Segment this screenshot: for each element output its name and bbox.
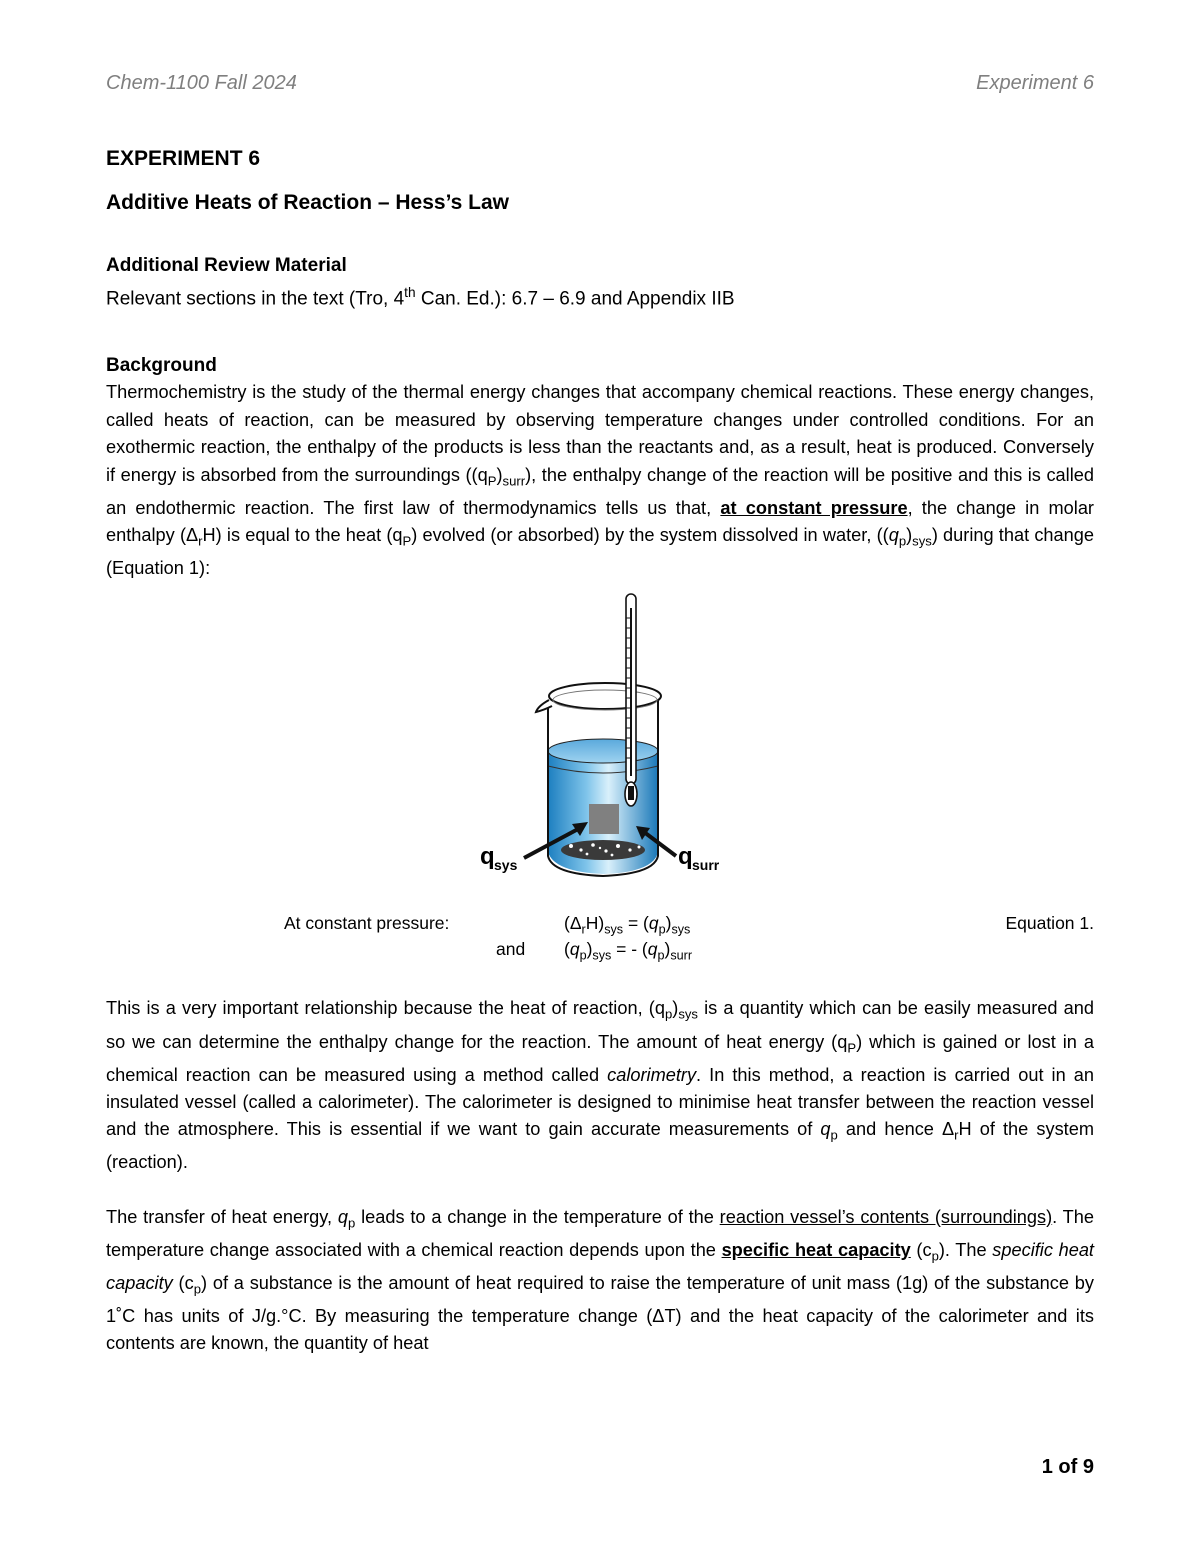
q-surr-subscript: surr [692, 857, 720, 874]
q-surr-label: q [678, 843, 693, 871]
q-sys-label: q [480, 843, 495, 871]
equation-and: and [496, 939, 526, 960]
beaker-diagram [106, 588, 1094, 913]
background-paragraph-3: The transfer of heat energy, $q_p$ leads to a change in the temperature of the reaction vessel’s contents (surroundings). The temperature change associated with a chemical reaction depends upon the specific heat capacity $(c_p)$. The specific heat capacity $(c_p)$ of a substance is the amount of heat required to raise the temperature of unit mass (1g) of the substance by 1˚C has units of J/g.°C. By measuring the temperature change (ΔT) and the heat capacity of the calorimeter and its contents are known, the quantity of heat [106, 1206, 1094, 1354]
document-title: EXPERIMENT 6 [106, 147, 261, 170]
header-course: Chem-1100 Fall 2024 [106, 72, 297, 94]
review-text: Relevant sections in the text (Tro, 4th Can. Ed.): 6.7 – 6.9 and Appendix IIB [106, 285, 735, 310]
equation-block [106, 913, 1094, 969]
review-heading: Additional Review Material [106, 255, 347, 276]
equation-line-2: $(q_p)_{sys}$ = - $(q_p)_{surr}$ [564, 939, 693, 963]
equation-line-1: $(\Delta_rH)_{sys} = (q_p)_{sys}$ [564, 913, 691, 937]
document-subtitle: Additive Heats of Reaction – Hess’s Law [106, 191, 510, 214]
calorimeter-figure [106, 588, 1094, 913]
q-sys-subscript: sys [494, 857, 518, 874]
background-paragraph-1: Thermochemistry is the study of the thermal energy changes that accompany chemical reactions. These energy changes, called heats of reaction, can be measured by observing temperature changes under controlled conditions. For an exothermic reaction, the enthalpy of the products is less than the reactants and, as a result, heat is produced. Conversely if energy is absorbed from the surroundings $((q_P)_{surr})$, the enthalpy change of the reaction will be positive and this is called an endothermic reaction. The first law of thermodynamics tells us that, at constant pressure, the change in molar enthalpy $(\Delta_rH)$ is equal to the heat $(q_P)$ evolved (or absorbed) by the system dissolved in water, $((q_p)_{sys})$ during that change (Equation 1): [106, 382, 1094, 579]
precipitate [561, 840, 645, 860]
page-content [106, 144, 1094, 1358]
background-paragraph-2: This is a very important relationship because the heat of reaction, $(q_p)_{sys}$ is a quantity which can be easily measured and so we can determine the enthalpy change for the reaction. The amount of heat energy $(q_P)$ which is gained or lost in a chemical reaction can be measured using a method called calorimetry. In this method, a reaction is carried out in an insulated vessel (called a calorimeter). The calorimeter is designed to minimise heat transfer between the reaction vessel and the atmosphere. This is essential if we want to gain accurate measurements of $q_p$ and hence $\Delta_rH$ of the system (reaction). [106, 998, 1094, 1173]
page-number: 1 of 9 [1041, 1456, 1094, 1478]
equation-number: Equation 1. [1005, 913, 1094, 934]
header-experiment: Experiment 6 [976, 72, 1094, 94]
equation-label: At constant pressure: [284, 913, 450, 934]
thermometer-icon [625, 594, 637, 806]
solid-sample [589, 804, 619, 834]
background-heading: Background [106, 355, 217, 377]
